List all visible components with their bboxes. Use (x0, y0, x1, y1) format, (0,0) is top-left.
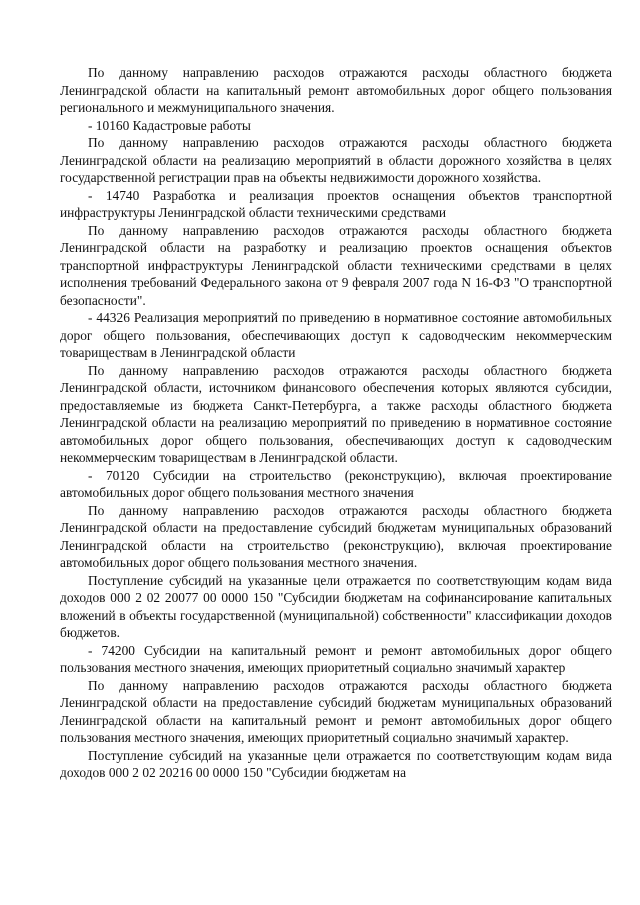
item-14740-transport-equipment: - 14740 Разработка и реализация проектов оснащения объектов транспортной инфраструктуры Ленинградской области техническими средствами (60, 187, 612, 220)
paragraph-income-code-20077: Поступление субсидий на указанные цели отражается по соответствующим кодам вида доходов 000 2 02 20077 00 0000 150 "Субсидии бюджетам на софинансирование капитальных вложений в объекты государственной (муниципальной) собственности" классификации доходов бюджетов. (60, 572, 612, 640)
item-74200-road-repair-subsidies: - 74200 Субсидии на капитальный ремонт и ремонт автомобильных дорог общего пользования местного значения, имеющих приоритетный социально значимый характер (60, 642, 612, 675)
paragraph-capital-repair-regional-roads: По данному направлению расходов отражаются расходы областного бюджета Ленинградской области на капитальный ремонт автомобильных дорог общего пользования регионального и межмуниципального значения. (60, 65, 612, 115)
paragraph-income-code-20216: Поступление субсидий на указанные цели отражается по соответствующим кодам вида доходов 000 2 02 20216 00 0000 150 "Субсидии бюджетам на (60, 747, 612, 780)
paragraph-spb-subsidies: По данному направлению расходов отражаются расходы областного бюджета Ленинградской области, источником финансового обеспечения которых являются субсидии, предоставляемые из бюджета Санкт-Петербурга, а также расходы областного бюджета Ленинградской области на реализацию мероприятий по приведению в нормативное состояние автомобильных дорог общего пользования, обеспечивающих доступ к садоводческим некоммерческим товариществам в Ленинградской области. (60, 362, 612, 465)
paragraph-municipal-repair-subsidies: По данному направлению расходов отражаются расходы областного бюджета Ленинградской области на предоставление субсидий бюджетам муниципальных образований Ленинградской области на капитальный ремонт и ремонт автомобильных дорог общего пользования местного значения, имеющих приоритетный социально значимый характер. (60, 677, 612, 745)
document-body (60, 64, 612, 782)
paragraph-road-registration: По данному направлению расходов отражаются расходы областного бюджета Ленинградской области на реализацию мероприятий в области дорожного хозяйства в целях государственной регистрации прав на объекты недвижимости дорожного хозяйства. (60, 135, 612, 185)
item-44326-garden-roads: - 44326 Реализация мероприятий по приведению в нормативное состояние автомобильных дорог общего пользования, обеспечивающих доступ к садоводческим некоммерческим товариществам в Ленинградской области (60, 310, 612, 360)
item-70120-road-construction-subsidies: - 70120 Субсидии на строительство (реконструкцию), включая проектирование автомобильных дорог общего пользования местного значения (60, 467, 612, 500)
paragraph-transport-security: По данному направлению расходов отражаются расходы областного бюджета Ленинградской области на разработку и реализацию проектов оснащения объектов транспортной инфраструктуры Ленинградской области техническими средствами в целях исполнения требований Федерального закона от 9 февраля 2007 года N 16-ФЗ "О транспортной безопасности". (60, 222, 612, 308)
paragraph-municipal-construction-subsidies: По данному направлению расходов отражаются расходы областного бюджета Ленинградской области на предоставление субсидий бюджетам муниципальных образований Ленинградской области на строительство (реконструкцию), включая проектирование автомобильных дорог общего пользования местного значения. (60, 502, 612, 570)
item-10160-cadastral-works: - 10160 Кадастровые работы (88, 117, 251, 133)
